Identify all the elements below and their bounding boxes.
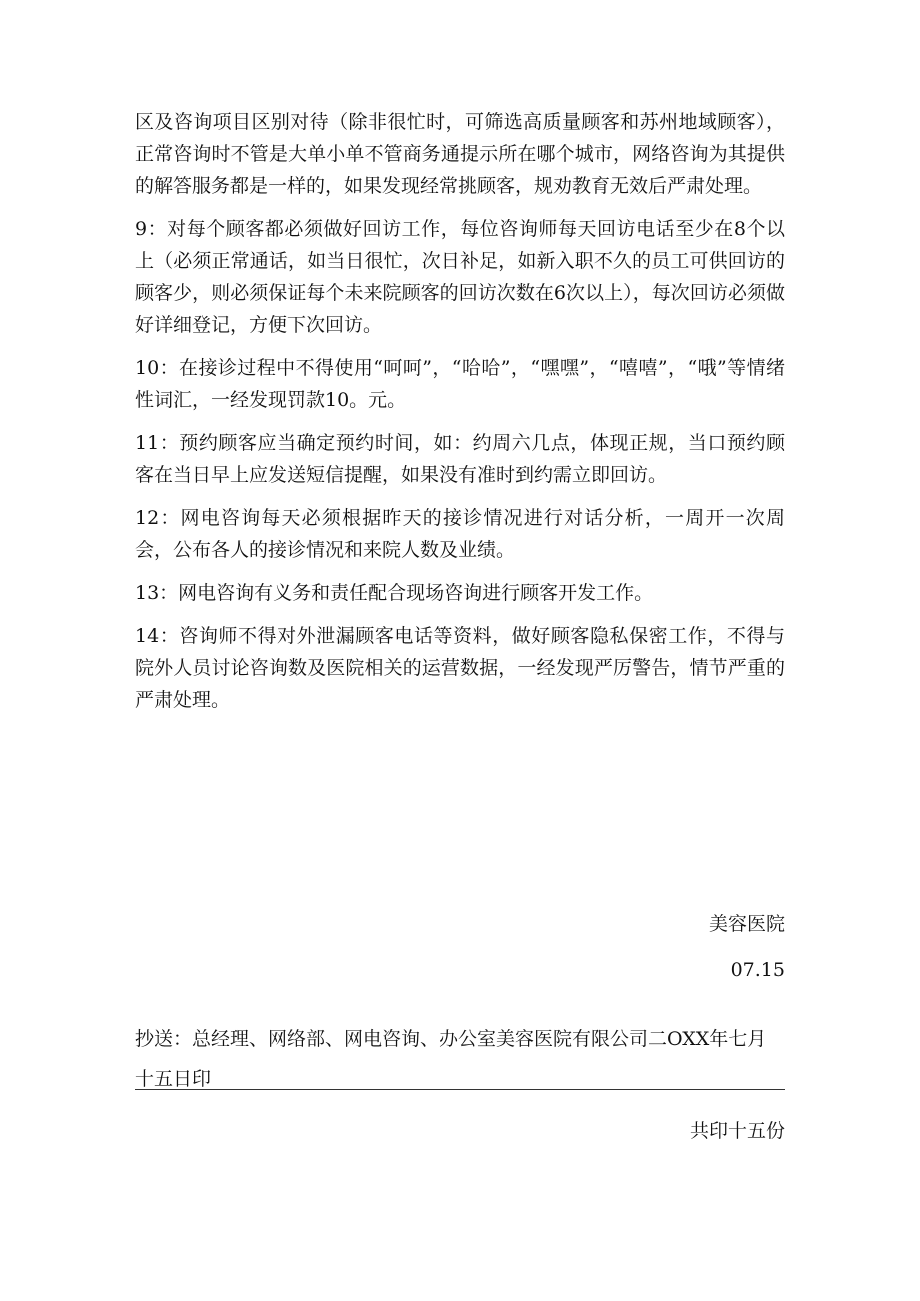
paragraph-10: 10：在接诊过程中不得使用“呵呵”，“哈哈”，“嘿嘿”，“嘻嘻”，“哦”等情绪性词汇，一经发现罚款10。元。 [135, 357, 785, 411]
cc-distribution-line: 抄送：总经理、网络部、网电咨询、办公室美容医院有限公司二OXX年七月十五日印 [135, 1028, 767, 1090]
paragraph-12: 12：网电咨询每天必须根据昨天的接诊情况进行对话分析，一周开一次周会，公布各人的接诊情况和来院人数及业绩。 [135, 507, 785, 561]
document-body [135, 106, 785, 727]
paragraph-11: 11：预约顾客应当确定预约时间，如：约周六几点，体现正规，当口预约顾客在当日早上应发送短信提醒，如果没有准时到约需立即回访。 [135, 432, 785, 486]
print-copies-note: 共印十五份 [689, 1120, 785, 1142]
paragraph-9: 9：对每个顾客都必须做好回访工作，每位咨询师每天回访电话至少在8个以上（必须正常通话，如当日很忙，次日补足，如新入职不久的员工可供回访的顾客少，则必须保证每个未来院顾客的回访次数在6次以上），每次回访必须做好详细登记，方便下次回访。 [135, 218, 785, 336]
signature-date: 07.15 [730, 959, 785, 981]
paragraph-14: 14：咨询师不得对外泄漏顾客电话等资料，做好顾客隐私保密工作，不得与院外人员讨论咨询数及医院相关的运营数据，一经发现严厉警告，情节严重的严肃处理。 [135, 625, 785, 711]
signature-organization: 美容医院 [708, 913, 785, 935]
horizontal-divider [135, 1089, 785, 1090]
paragraph-8-continued: 区及咨询项目区别对待（除非很忙时，可筛选高质量顾客和苏州地域顾客），正常咨询时不管是大单小单不管商务通提示所在哪个城市，网络咨询为其提供的解答服务都是一样的，如果发现经常挑顾客，规劝教育无效后严肃处理。 [135, 111, 785, 197]
paragraph-13: 13：网电咨询有义务和责任配合现场咨询进行顾客开发工作。 [135, 582, 654, 604]
